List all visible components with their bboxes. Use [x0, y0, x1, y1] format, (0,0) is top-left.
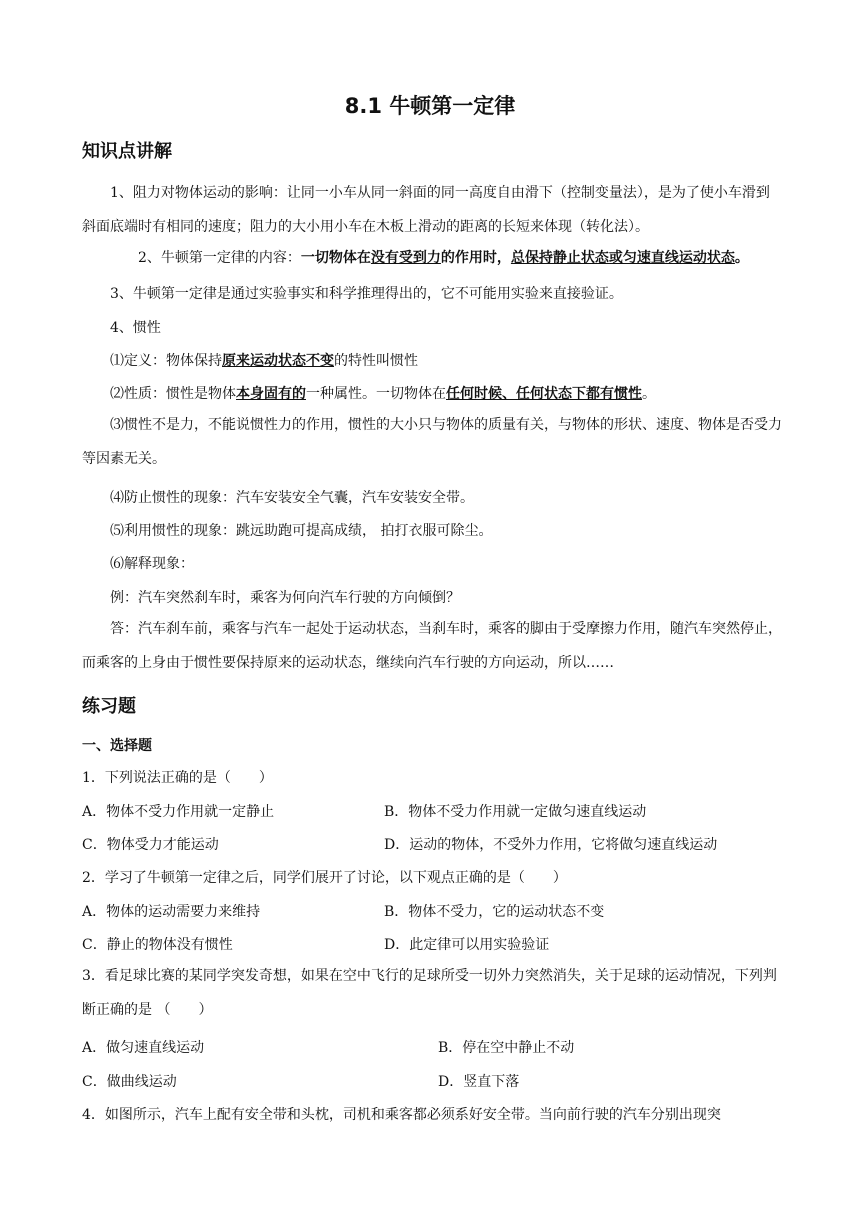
- inertia-property: [82, 383, 656, 403]
- inertia-explain: ⑹解释现象：: [110, 556, 194, 572]
- q1-option-c: C．物体受力才能运动: [82, 837, 219, 853]
- page-title: 8.1 牛顿第一定律: [344, 94, 516, 118]
- knowledge-point-1: 1、阻力对物体运动的影响：让同一小车从同一斜面的同一高度自由滑下（控制变量法），是为了使小车滑到斜面底端时有相同的速度；阻力的大小用小车在木板上滑动的距离的长短来体现（转化法）。: [82, 185, 770, 235]
- kp2-lead: 2、牛顿第一定律的内容：: [138, 250, 301, 266]
- prop-end: 。: [642, 386, 656, 402]
- def-underline: 原来运动状态不变: [222, 353, 334, 369]
- question-3-stem: 3．看足球比赛的某同学突发奇想，如果在空中飞行的足球所受一切外力突然消失，关于足球的运动情况，下列判断正确的是 （ ）: [82, 968, 777, 1018]
- q3-option-c: C．做曲线运动: [82, 1074, 177, 1090]
- prop-underline-2: 任何时候、任何状态下都有惯性: [446, 386, 642, 402]
- subsection-choice: 一、选择题: [82, 738, 152, 754]
- prop-underline-1: 本身固有的: [236, 386, 306, 402]
- section-heading-knowledge: 知识点讲解: [82, 141, 172, 162]
- q3-option-b: B．停在空中静止不动: [438, 1040, 575, 1056]
- knowledge-point-4: 4、惯性: [110, 320, 161, 336]
- inertia-definition: [82, 350, 418, 370]
- kp2-underline-1: 没有受到力: [370, 250, 441, 266]
- prop-mid: 一种属性。一切物体在: [306, 386, 446, 402]
- q2-option-b: B．物体不受力，它的运动状态不变: [384, 904, 605, 920]
- kp2-bold-2: 的作用时，: [440, 250, 511, 266]
- q3-option-d: D．竖直下落: [438, 1074, 520, 1090]
- question-2-stem: 2．学习了牛顿第一定律之后，同学们展开了讨论，以下观点正确的是（ ）: [82, 870, 567, 886]
- inertia-not-force: ⑶惯性不是力，不能说惯性力的作用，惯性的大小只与物体的质量有关，与物体的形状、速度、物体是否受力等因素无关。: [82, 417, 782, 467]
- inertia-use: ⑸利用惯性的现象：跳远助跑可提高成绩， 拍打衣服可除尘。: [110, 523, 493, 539]
- def-lead: ⑴定义：物体保持: [110, 353, 222, 369]
- q2-option-d: D．此定律可以用实验验证: [384, 937, 550, 953]
- section-heading-practice: 练习题: [82, 696, 136, 717]
- knowledge-point-3: 3、牛顿第一定律是通过实验事实和科学推理得出的，它不可能用实验来直接验证。: [110, 286, 623, 302]
- q2-option-a: A．物体的运动需要力来维持: [82, 904, 261, 920]
- inertia-prevent: ⑷防止惯性的现象：汽车安装安全气囊，汽车安装安全带。: [110, 490, 474, 506]
- knowledge-point-2: [82, 247, 749, 267]
- question-4-stem: 4．如图所示，汽车上配有安全带和头枕，司机和乘客都必须系好安全带。当向前行驶的汽车分别出现突: [82, 1107, 721, 1123]
- q1-option-d: D．运动的物体，不受外力作用，它将做匀速直线运动: [384, 837, 718, 853]
- q2-option-c: C．静止的物体没有惯性: [82, 937, 233, 953]
- prop-lead: ⑵性质：惯性是物体: [110, 386, 236, 402]
- question-1-stem: 1．下列说法正确的是（ ）: [82, 770, 273, 786]
- example-question: 例：汽车突然刹车时，乘客为何向汽车行驶的方向倾倒？: [110, 590, 460, 606]
- q3-option-a: A．做匀速直线运动: [82, 1040, 205, 1056]
- def-end: 的特性叫惯性: [334, 353, 418, 369]
- kp2-underline-2: 总保持静止状态或匀速直线运动状态: [510, 250, 735, 266]
- q1-option-a: A．物体不受力作用就一定静止: [82, 804, 275, 820]
- example-answer: 答：汽车刹车前，乘客与汽车一起处于运动状态，当刹车时，乘客的脚由于受摩擦力作用，随汽车突然停止，而乘客的上身由于惯性要保持原来的运动状态，继续向汽车行驶的方向运动，所以……: [82, 621, 782, 671]
- kp2-end: 。: [734, 250, 749, 266]
- kp2-bold-1: 一切物体在: [300, 250, 371, 266]
- q1-option-b: B．物体不受力作用就一定做匀速直线运动: [384, 804, 647, 820]
